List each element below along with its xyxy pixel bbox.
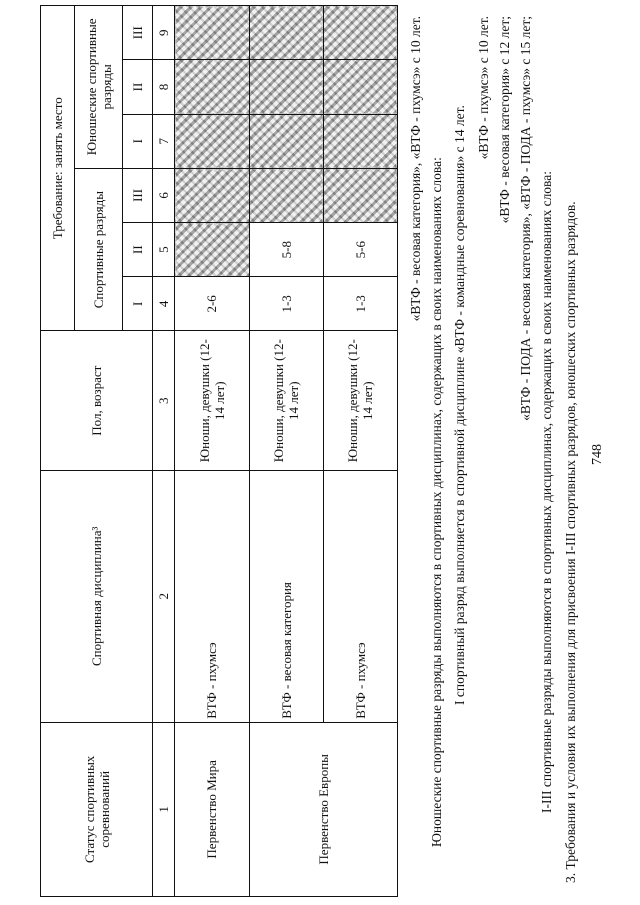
header-requirement: Требование: занять место: [41, 6, 75, 331]
requirements-table: [40, 5, 398, 897]
rank-col: III: [123, 168, 153, 222]
cell-rank-2: [175, 223, 249, 277]
cell-youth-3: [175, 6, 249, 60]
rank-col: II: [123, 60, 153, 114]
cell-youth-1: [323, 114, 397, 168]
rank-col: III: [123, 6, 153, 60]
rank-col: II: [123, 223, 153, 277]
cell-discipline: ВТФ - пхумсэ: [175, 470, 249, 722]
col-number: 2: [153, 470, 175, 722]
cell-gender: Юноши, девушки (12-14 лет): [249, 331, 323, 470]
cell-rank-1: 2-6: [175, 277, 249, 331]
paragraph-ranks: I-III спортивные разряды выполняются в спортивных дисциплинах, содержащих в своих наименованиях слова:: [539, 171, 554, 813]
header-discipline: Спортивная дисциплина³: [41, 470, 153, 722]
cell-rank-3: [323, 168, 397, 222]
header-sport-ranks: Спортивные разряды: [75, 168, 123, 331]
rank-col: I: [123, 277, 153, 331]
cell-status: Первенство Мира: [175, 722, 249, 896]
cell-youth-2: [323, 60, 397, 114]
table-row: [249, 6, 323, 897]
cell-discipline: ВТФ - весовая категория: [249, 470, 323, 722]
cell-gender: Юноши, девушки (12-14 лет): [323, 331, 397, 470]
col-number: 8: [153, 60, 175, 114]
col-number: 1: [153, 722, 175, 896]
cell-youth-1: [175, 114, 249, 168]
cell-rank-3: [249, 168, 323, 222]
cell-rank-1: 1-3: [323, 277, 397, 331]
cell-youth-2: [249, 60, 323, 114]
page-number: 748: [590, 444, 605, 465]
cell-rank-2: 5-6: [323, 223, 397, 277]
col-number: 4: [153, 277, 175, 331]
rank-col: I: [123, 114, 153, 168]
cell-rank-3: [175, 168, 249, 222]
col-number: 5: [153, 223, 175, 277]
paragraph-ranks-line2: «ВТФ - ПОДА - весовая категория», «ВТФ - ПОДА - пхумсэ» с 15 лет;: [518, 16, 533, 421]
col-number: 7: [153, 114, 175, 168]
header-status: Статус спортивных соревнований: [41, 722, 153, 896]
paragraph-ranks-line4: «ВТФ - пхумсэ» с 10 лет.: [476, 16, 491, 160]
paragraph-youth-ranks-line2: «ВТФ - весовая категория», «ВТФ - пхумсэ» с 10 лет.: [408, 16, 423, 322]
col-number: 3: [153, 331, 175, 470]
table-row: [175, 6, 249, 897]
paragraph-youth-ranks: Юношеские спортивные разряды выполняются в спортивных дисциплинах, содержащих в своих наименованиях слова:: [429, 157, 444, 847]
section-heading: 3. Требования и условия их выполнения для присвоения I-III спортивных разрядов, юношеских спортивных разрядов.: [563, 201, 578, 883]
cell-gender: Юноши, девушки (12-14 лет): [175, 331, 249, 470]
cell-youth-3: [323, 6, 397, 60]
cell-rank-1: 1-3: [249, 277, 323, 331]
header-gender-age: Пол, возраст: [41, 331, 153, 470]
paragraph-first-rank: I спортивный разряд выполняется в спортивной дисциплине «ВТФ - командные соревнования» с 14 лет.: [452, 105, 467, 705]
header-youth-ranks: Юношеские спортивные разряды: [75, 6, 123, 169]
cell-youth-1: [249, 114, 323, 168]
cell-rank-2: 5-8: [249, 223, 323, 277]
cell-youth-2: [175, 60, 249, 114]
paragraph-ranks-line3: «ВТФ - весовая категория» с 12 лет;: [497, 16, 512, 224]
cell-discipline: ВТФ - пхумсэ: [323, 470, 397, 722]
col-number: 9: [153, 6, 175, 60]
cell-youth-3: [249, 6, 323, 60]
col-number: 6: [153, 168, 175, 222]
cell-status: Первенство Европы: [249, 722, 397, 896]
